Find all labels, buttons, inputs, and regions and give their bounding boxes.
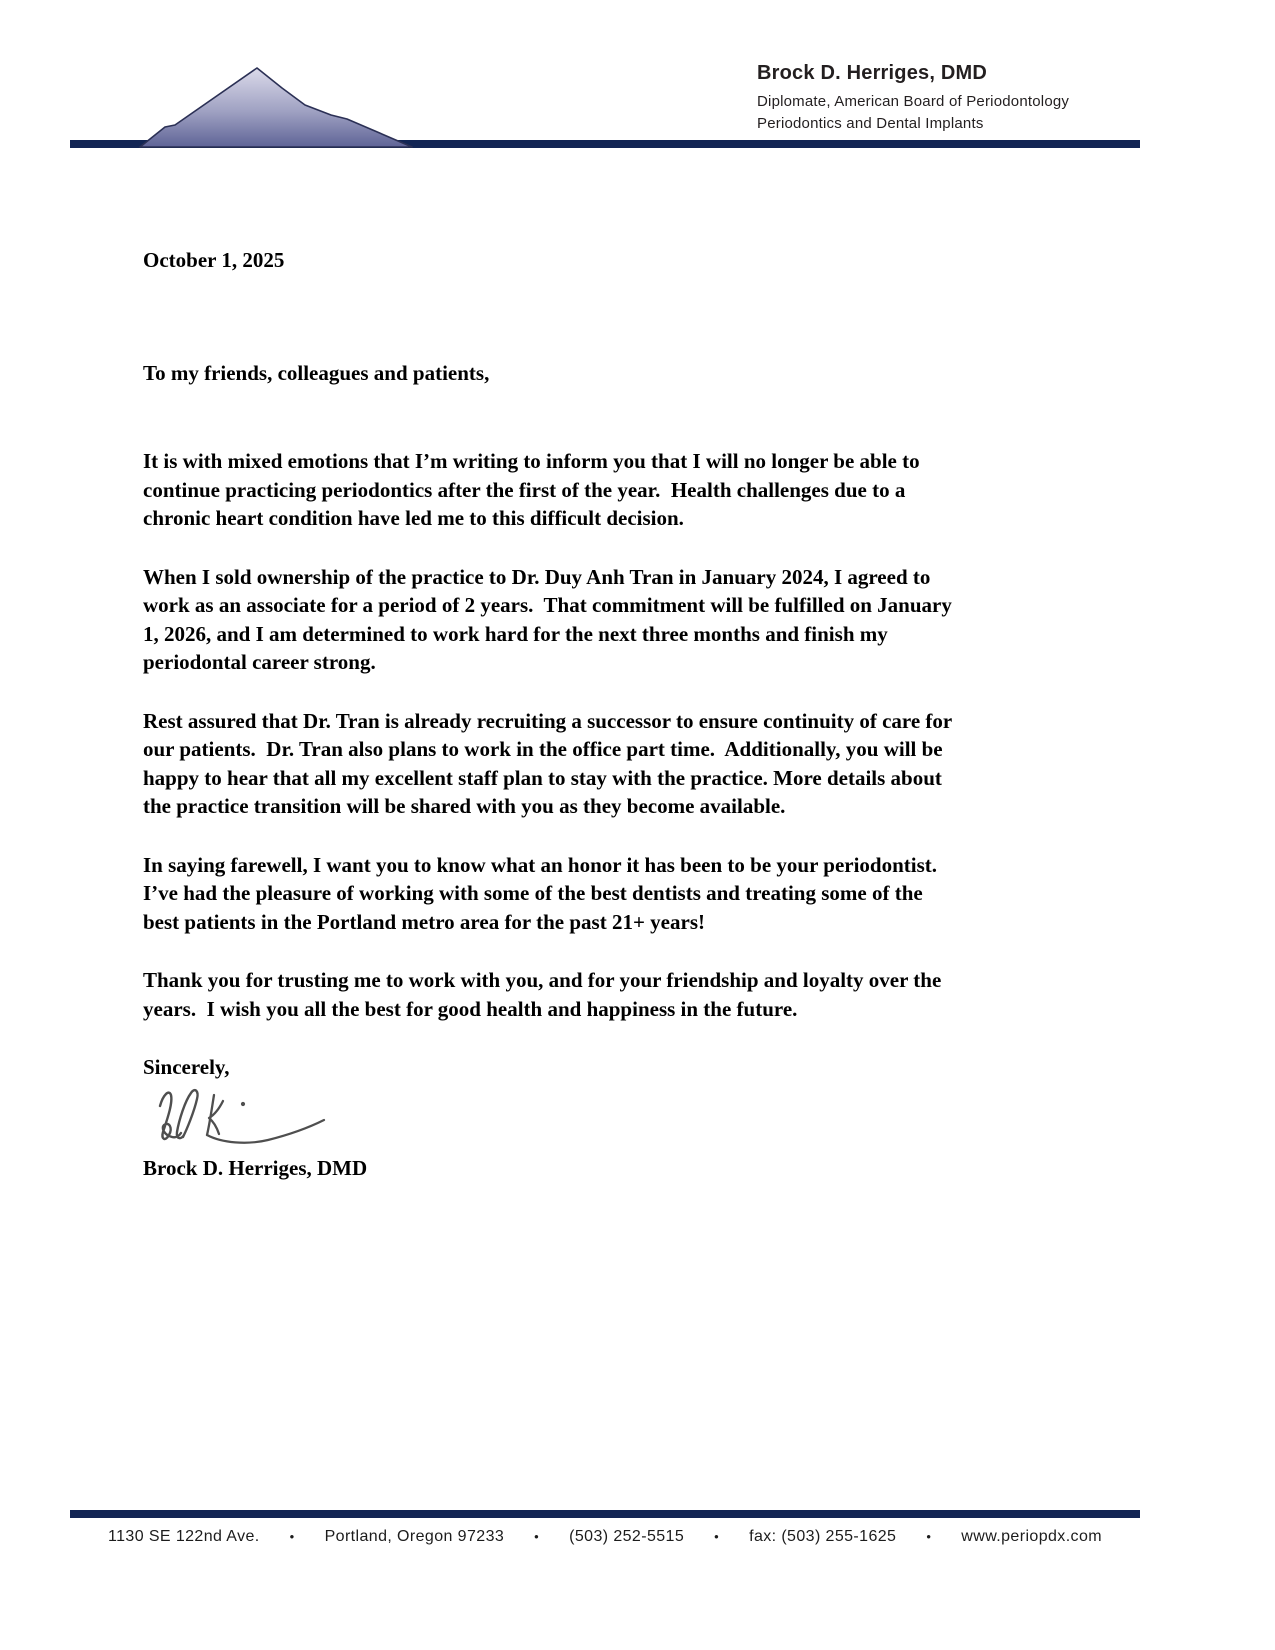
footer-phone: (503) 252-5515 — [569, 1528, 685, 1545]
paragraph-retirement-announcement — [143, 447, 1133, 533]
letterhead-text-block — [757, 62, 1069, 135]
bullet-separator-icon: • — [714, 1528, 720, 1544]
text-line: It is with mixed emotions that I’m writing to inform you that I will no longer be able to — [143, 449, 920, 473]
footer-website: www.periopdx.com — [961, 1528, 1102, 1545]
footer-contact-bar — [70, 1528, 1140, 1546]
footer-fax: fax: (503) 255-1625 — [749, 1528, 897, 1545]
text-line: chronic heart condition have led me to this difficult decision. — [143, 506, 684, 530]
letter-body — [143, 246, 1133, 1182]
letter-closing: Sincerely, — [143, 1055, 230, 1079]
text-line: periodontal career strong. — [143, 650, 376, 674]
text-line: In saying farewell, I want you to know what an honor it has been to be your periodontist. — [143, 852, 938, 877]
paragraph-practice-sale — [143, 563, 1133, 677]
footer-address: 1130 SE 122nd Ave. — [108, 1528, 260, 1545]
letter-salutation: To my friends, colleagues and patients, — [143, 360, 490, 385]
signature-block — [150, 1082, 1133, 1154]
letter-date: October 1, 2025 — [143, 248, 285, 272]
text-line: the practice transition will be shared with you as they become available. — [143, 794, 786, 818]
text-line: years. I wish you all the best for good health and happiness in the future. — [143, 996, 798, 1021]
mountain-logo-icon — [100, 55, 500, 148]
text-line: work as an associate for a period of 2 years. That commitment will be fulfilled on January — [143, 593, 952, 617]
text-line: 1, 2026, and I am determined to work hard for the next three months and finish my — [143, 621, 888, 646]
text-line: happy to hear that all my excellent staff plan to stay with the practice. More details about — [143, 765, 942, 790]
letterhead-doctor-name: Brock D. Herriges, DMD — [757, 62, 988, 84]
text-line: continue practicing periodontics after the first of the year. Health challenges due to a — [143, 477, 906, 502]
text-line: our patients. Dr. Tran also plans to work in the office part time. Additionally, you will be — [143, 737, 943, 761]
paragraph-successor-plans — [143, 707, 1133, 821]
paragraph-thank-you — [143, 966, 1133, 1023]
text-line: Rest assured that Dr. Tran is already recruiting a successor to ensure continuity of care for — [143, 708, 953, 733]
text-line: When I sold ownership of the practice to Dr. Duy Anh Tran in January 2024, I agreed to — [143, 564, 931, 589]
letterhead-credential-2: Periodontics and Dental Implants — [757, 115, 984, 132]
bullet-separator-icon: • — [926, 1528, 932, 1544]
text-line: Thank you for trusting me to work with you, and for your friendship and loyalty over the — [143, 968, 942, 992]
paragraph-farewell — [143, 851, 1133, 937]
signature-printed-name: Brock D. Herriges, DMD — [143, 1155, 368, 1180]
handwritten-signature-icon — [150, 1082, 350, 1154]
bullet-separator-icon: • — [534, 1528, 540, 1544]
letterhead-credential-1: Diplomate, American Board of Periodontology — [757, 93, 1070, 110]
text-line: best patients in the Portland metro area for the past 21+ years! — [143, 909, 705, 934]
text-line: I’ve had the pleasure of working with some of the best dentists and treating some of the — [143, 881, 923, 905]
bullet-separator-icon: • — [289, 1528, 295, 1544]
footer-city-state-zip: Portland, Oregon 97233 — [324, 1528, 505, 1545]
footer-divider-rule — [70, 1510, 1140, 1518]
